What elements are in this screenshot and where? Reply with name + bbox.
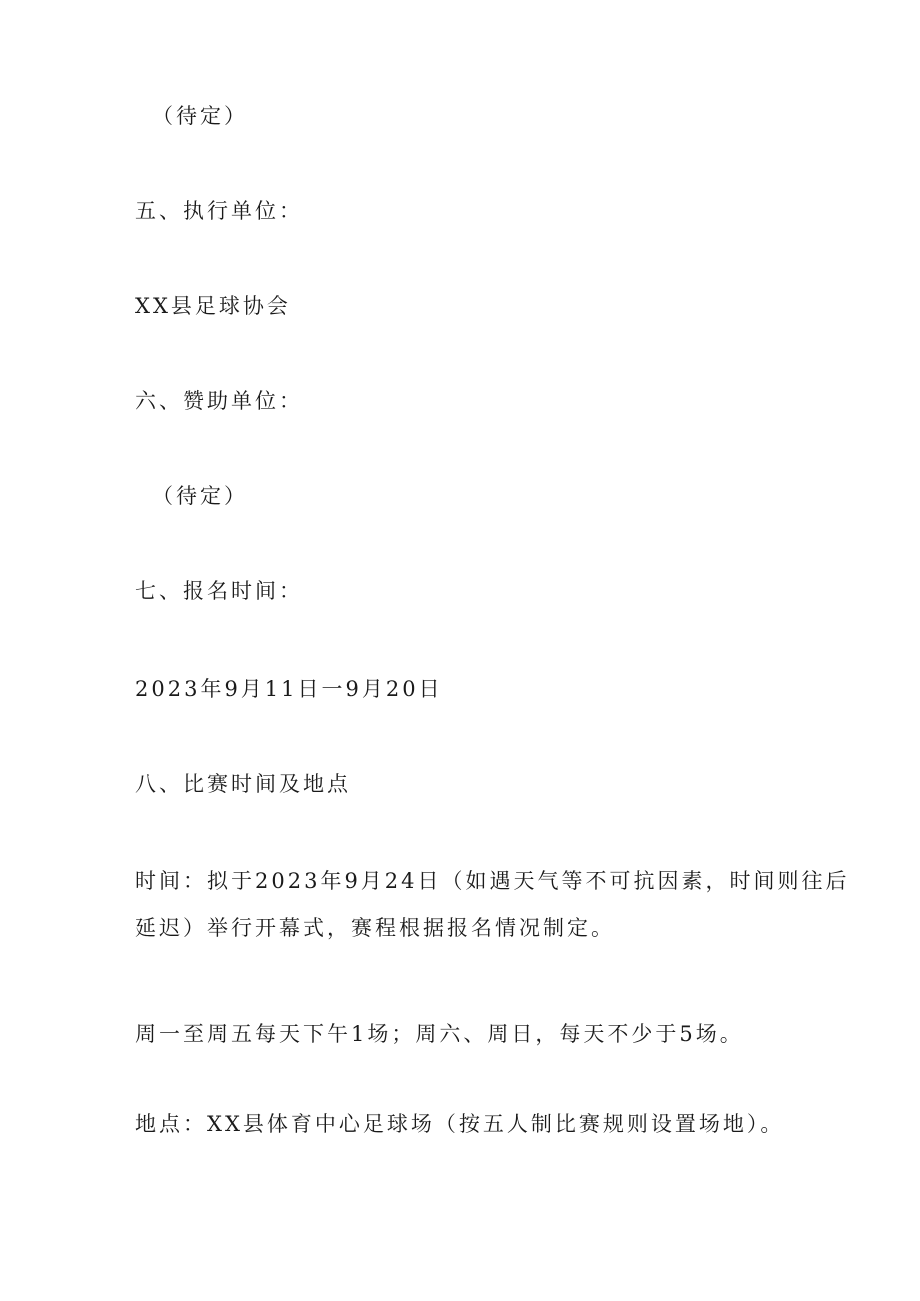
section-eight-heading: 八、比赛时间及地点	[135, 772, 351, 796]
executing-unit-text: XX县足球协会	[135, 294, 291, 318]
registration-period-text: 2023年9月11日一9月20日	[135, 677, 443, 701]
section-seven-heading: 七、报名时间：	[135, 579, 303, 603]
match-time-paragraph-line-2: 延迟）举行开幕式，赛程根据报名情况制定。	[135, 916, 615, 940]
section-six-heading: 六、赞助单位：	[135, 389, 303, 413]
sponsor-pending-text-2: （待定）	[152, 484, 248, 508]
venue-text: 地点：XX县体育中心足球场（按五人制比赛规则设置场地）。	[135, 1112, 785, 1136]
sponsor-pending-text-1: （待定）	[152, 104, 248, 128]
match-time-paragraph-line-1: 时间：拟于2023年9月24日（如遇天气等不可抗因素，时间则往后	[135, 869, 850, 893]
section-five-heading: 五、执行单位：	[135, 199, 303, 223]
weekly-schedule-text: 周一至周五每天下午1场；周六、周日，每天不少于5场。	[135, 1022, 744, 1046]
